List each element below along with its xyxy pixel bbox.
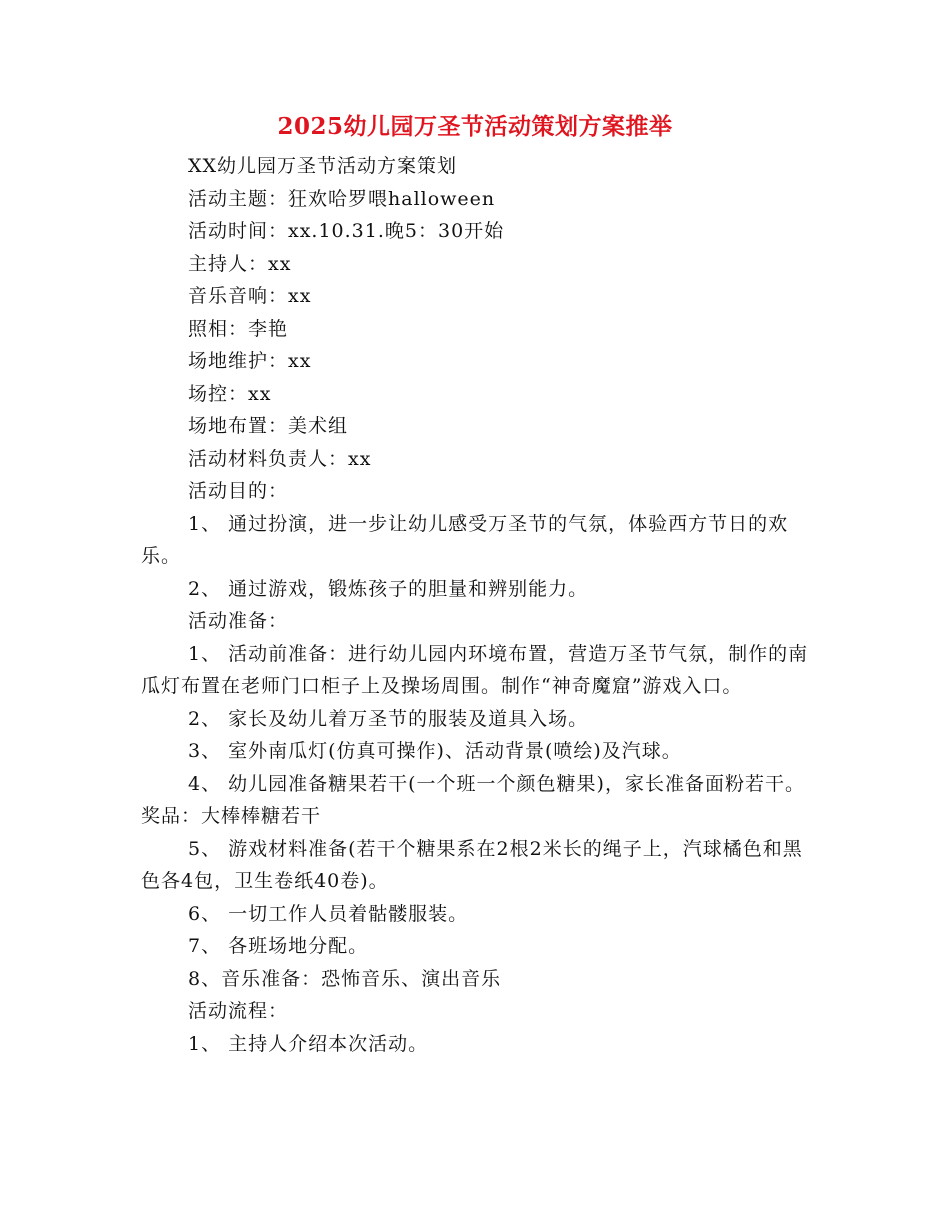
paragraph: 活动流程： xyxy=(188,1000,289,1022)
paragraph: 活动时间：xx.10.31.晚5：30开始 xyxy=(188,220,505,242)
paragraph: 活动目的： xyxy=(188,480,289,502)
paragraph: 主持人：xx xyxy=(188,252,292,275)
paragraph: 6、 一切工作人员着骷髅服装。 xyxy=(188,902,469,925)
paragraph: 活动准备： xyxy=(188,610,289,632)
paragraph: 活动材料负责人：xx xyxy=(188,447,372,470)
paragraph: 4、 幼儿园准备糖果若干(一个班一个颜色糖果)，家长准备面粉若干。奖品：大棒棒糖若干 xyxy=(141,772,805,827)
paragraph: 7、 各班场地分配。 xyxy=(188,935,369,957)
paragraph: 1、 通过扮演，进一步让幼儿感受万圣节的气氛，体验西方节日的欢乐。 xyxy=(141,512,789,567)
paragraph: 8、音乐准备：恐怖音乐、演出音乐 xyxy=(188,967,502,990)
paragraph: 1、 活动前准备：进行幼儿园内环境布置，营造万圣节气氛，制作的南瓜灯布置在老师门口柜子上及操场周围。制作“神奇魔窟”游戏入口。 xyxy=(141,642,809,697)
paragraph: 场地布置：美术组 xyxy=(188,415,349,437)
paragraph: 5、 游戏材料准备(若干个糖果系在2根2米长的绳子上，汽球橘色和黑色各4包，卫生卷纸40卷)。 xyxy=(141,837,803,892)
document-body xyxy=(141,150,809,1060)
document-title: 2025幼儿园万圣节活动策划方案推举 xyxy=(277,113,673,140)
paragraph: 场地维护：xx xyxy=(188,350,312,372)
paragraph: 场控：xx xyxy=(188,382,272,405)
paragraph: 3、 室外南瓜灯(仿真可操作)、活动背景(喷绘)及汽球。 xyxy=(188,740,682,762)
paragraph: 活动主题：狂欢哈罗喂halloween xyxy=(188,187,496,210)
paragraph: 音乐音响：xx xyxy=(188,285,312,307)
paragraph: 2、 家长及幼儿着万圣节的服装及道具入场。 xyxy=(188,707,589,730)
paragraph: 2、 通过游戏，锻炼孩子的胆量和辨别能力。 xyxy=(188,577,589,600)
paragraph: 1、 主持人介绍本次活动。 xyxy=(188,1032,429,1055)
paragraph: 照相：李艳 xyxy=(188,317,289,340)
paragraph: XX幼儿园万圣节活动方案策划 xyxy=(188,155,458,177)
